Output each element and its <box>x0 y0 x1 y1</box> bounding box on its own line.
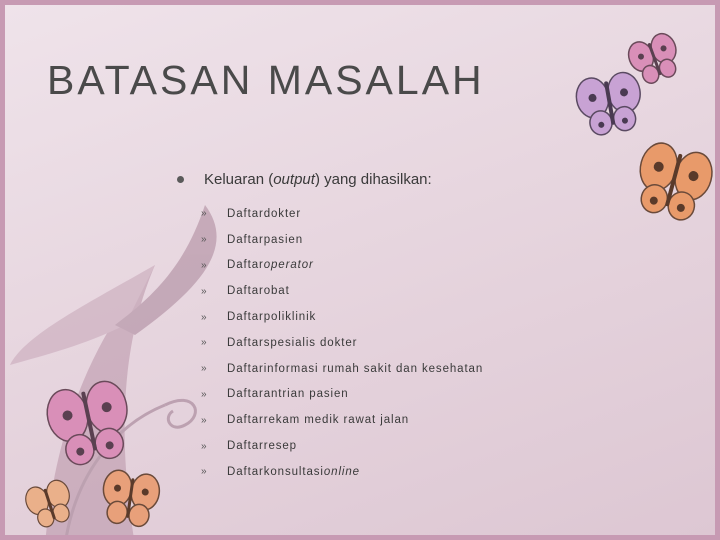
list-item: » Daftarantrian pasien <box>201 388 349 401</box>
double-chevron-icon: » <box>201 234 205 246</box>
main-bullet-text: Keluaran (output) yang dihasilkan: <box>204 171 432 188</box>
list-item: » Daftarinformasi rumah sakit dan kesehatan <box>201 362 484 375</box>
output-list <box>201 201 483 485</box>
double-chevron-icon: » <box>201 337 205 349</box>
list-item: » Daftarpasien <box>201 233 304 246</box>
bullet-dot-icon <box>177 176 184 183</box>
list-item: » Daftarkonsultasi online <box>201 465 360 478</box>
double-chevron-icon: » <box>201 259 205 271</box>
butterfly-purple-icon <box>573 70 646 138</box>
list-item: » Daftarpoliklinik <box>201 311 317 324</box>
double-chevron-icon: » <box>201 388 205 400</box>
list-item: » Daftarspesialis dokter <box>201 336 358 349</box>
list-item: » Daftarresep <box>201 440 297 453</box>
double-chevron-icon: » <box>201 466 205 478</box>
double-chevron-icon: » <box>201 285 205 297</box>
main-bullet <box>175 171 432 188</box>
list-item: » Daftarobat <box>201 285 290 298</box>
double-chevron-icon: » <box>201 208 205 220</box>
double-chevron-icon: » <box>201 311 205 323</box>
double-chevron-icon: » <box>201 363 205 375</box>
double-chevron-icon: » <box>201 414 205 426</box>
list-item: » Daftardokter <box>201 207 302 220</box>
list-item: » Daftarrekam medik rawat jalan <box>201 414 410 427</box>
butterfly-orange-icon <box>629 139 717 225</box>
slide-title: BATASAN MASALAH <box>47 57 485 103</box>
list-item: » Daftar operator <box>201 259 314 272</box>
double-chevron-icon: » <box>201 440 205 452</box>
